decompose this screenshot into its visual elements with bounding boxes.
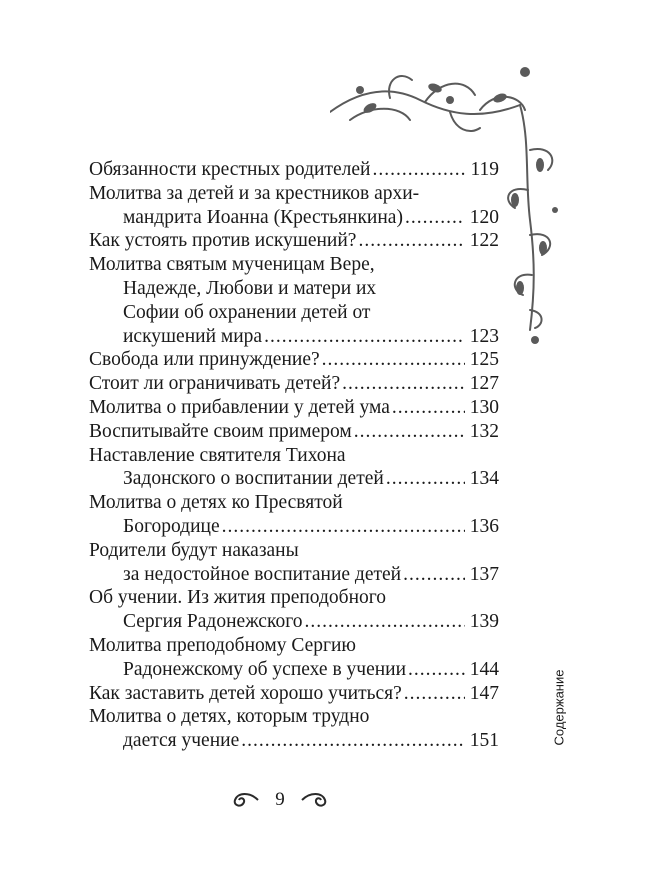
toc-leader-dots <box>264 325 465 349</box>
toc-entry <box>89 396 499 420</box>
toc-entry-title: Родители будут наказаны <box>89 539 299 561</box>
toc-page-number: 130 <box>469 396 499 418</box>
toc-line <box>89 420 499 444</box>
toc-entry <box>89 491 499 539</box>
toc-entry <box>89 182 499 230</box>
toc-entry-title: Наставление святителя Тихона <box>89 444 346 466</box>
toc-entry-title: Радонежскому об успехе в учении <box>123 658 407 680</box>
toc-entry-title: Стоит ли ограничивать детей? <box>89 373 341 395</box>
toc-entry-title: Свобода или принуждение? <box>89 349 320 371</box>
page-footer <box>230 780 330 820</box>
toc-leader-dots <box>408 658 465 682</box>
toc-leader-dots <box>405 206 465 230</box>
toc-page-number: 134 <box>469 468 499 490</box>
toc-page-number: 123 <box>469 325 499 347</box>
toc-entry <box>89 372 499 396</box>
toc-entry-title: Как устоять против искушений? <box>89 230 357 252</box>
toc-entry <box>89 158 499 182</box>
toc-entry <box>89 229 499 253</box>
toc-line <box>89 158 499 182</box>
toc-entry-title: Обязанности крестных родителей <box>89 159 371 180</box>
toc-line <box>89 682 499 706</box>
toc-entry-title: Сергия Радонежского <box>123 611 303 633</box>
toc-page-number: 151 <box>469 730 499 752</box>
toc-entry-title: Молитва о прибавлении у детей ума <box>89 396 390 418</box>
toc-line <box>89 396 499 420</box>
toc-page-number: 132 <box>469 420 499 442</box>
toc-leader-dots <box>404 682 465 706</box>
toc-entry-title: Софии об охранении детей от <box>123 301 371 323</box>
toc-entry <box>89 420 499 444</box>
table-of-contents <box>89 158 499 753</box>
toc-line <box>89 301 499 325</box>
toc-entry-title: Богородице <box>123 515 220 537</box>
toc-entry-title: Молитва о детях ко Пресвятой <box>89 492 343 514</box>
toc-entry <box>89 634 499 682</box>
toc-page-number: 127 <box>469 373 499 395</box>
toc-line <box>89 491 499 515</box>
toc-leader-dots <box>354 420 465 444</box>
toc-leader-dots <box>222 515 465 539</box>
toc-line <box>89 634 499 658</box>
page-number: 9 <box>275 789 285 810</box>
toc-line <box>89 610 499 634</box>
toc-line <box>89 206 499 230</box>
toc-entry <box>89 539 499 587</box>
toc-leader-dots <box>322 348 465 372</box>
swirl-right-icon <box>300 788 330 812</box>
toc-line <box>89 563 499 587</box>
swirl-left-icon <box>230 788 260 812</box>
toc-line <box>89 467 499 491</box>
toc-line <box>89 539 499 563</box>
toc-line <box>89 586 499 610</box>
toc-leader-dots <box>342 372 465 396</box>
toc-page-number: 122 <box>469 230 499 252</box>
toc-page-number: 136 <box>469 515 499 537</box>
toc-page-number: 119 <box>470 159 499 180</box>
toc-leader-dots <box>403 563 465 587</box>
toc-line <box>89 444 499 468</box>
toc-entry <box>89 682 499 706</box>
toc-line <box>89 325 499 349</box>
toc-line <box>89 229 499 253</box>
toc-entry-title: Молитва преподобному Сергию <box>89 634 357 656</box>
toc-leader-dots <box>372 158 465 182</box>
toc-page-number: 125 <box>469 349 499 371</box>
toc-entry <box>89 705 499 753</box>
toc-entry-title: за недостойное воспитание детей <box>123 563 402 585</box>
toc-entry <box>89 444 499 492</box>
toc-leader-dots <box>304 610 464 634</box>
toc-entry <box>89 348 499 372</box>
toc-entry-title: мандрита Иоанна (Крестьянкина) <box>123 206 403 228</box>
toc-line <box>89 705 499 729</box>
toc-entry <box>89 253 499 348</box>
toc-line <box>89 182 499 206</box>
section-side-label: Содержание <box>551 669 567 746</box>
toc-page-number: 144 <box>469 658 499 680</box>
toc-page-number: 120 <box>469 206 499 228</box>
toc-page-number: 139 <box>469 611 499 633</box>
toc-page-number: 137 <box>469 563 499 585</box>
toc-leader-dots <box>358 229 464 253</box>
toc-entry-title: Молитва о детях, которым трудно <box>89 706 370 728</box>
toc-line <box>89 348 499 372</box>
toc-line <box>89 729 499 753</box>
toc-entry-title: Об учении. Из жития преподобного <box>89 587 387 609</box>
toc-entry-title: Молитва за детей и за крестников архи- <box>89 182 420 204</box>
toc-line <box>89 515 499 539</box>
toc-entry-title: Надежде, Любови и матери их <box>123 277 377 299</box>
toc-entry-title: искушений мира <box>123 325 263 347</box>
toc-entry-title: Как заставить детей хорошо учиться? <box>89 682 402 704</box>
toc-entry-title: Воспитывайте своим примером <box>89 420 352 442</box>
toc-entry-title: дается учение <box>123 730 240 752</box>
toc-leader-dots <box>241 729 465 753</box>
toc-line <box>89 372 499 396</box>
toc-leader-dots <box>392 396 465 420</box>
toc-entry-title: Молитва святым мученицам Вере, <box>89 254 375 276</box>
toc-line <box>89 658 499 682</box>
toc-leader-dots <box>386 467 465 491</box>
toc-line <box>89 253 499 277</box>
toc-page-number: 147 <box>469 682 499 704</box>
toc-entry <box>89 586 499 634</box>
toc-line <box>89 277 499 301</box>
toc-entry-title: Задонского о воспитании детей <box>123 468 384 490</box>
